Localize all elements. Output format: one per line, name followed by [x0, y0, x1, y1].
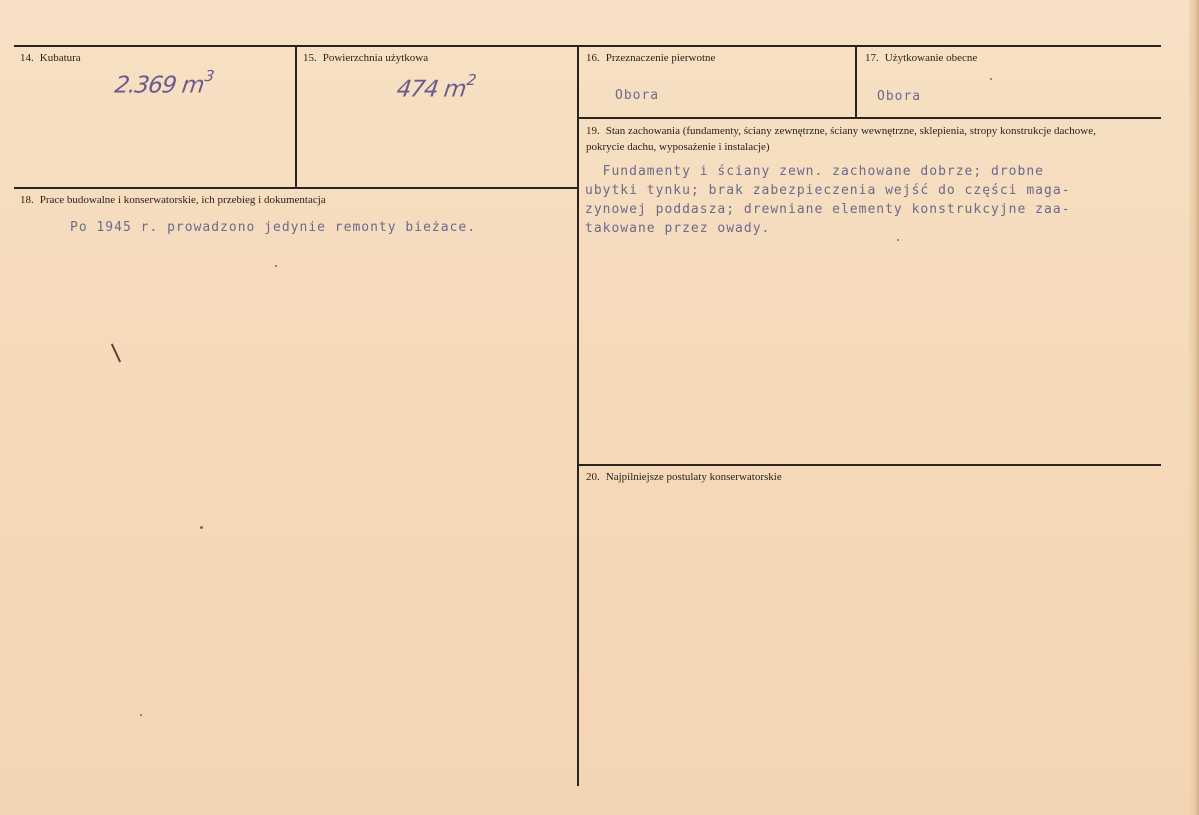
field-20-number: 20.: [586, 471, 600, 483]
field-16-number: 16.: [586, 52, 600, 64]
top-rule: [14, 45, 1161, 47]
field-14-label: [20, 51, 81, 65]
paper-speck: [275, 265, 277, 267]
paper-speck: [990, 78, 992, 80]
field-16-title: Przeznaczenie pierwotne: [605, 52, 716, 64]
field-16-value: Obora: [615, 88, 660, 103]
field-16-label: [586, 51, 715, 65]
field-19-line-3: zynowej poddasza; drewniane elementy konstrukcyjne zaa-: [585, 202, 1071, 217]
field-19-title: Stan zachowania (fundamenty, ściany zewnętrzne, ściany wewnętrzne, sklepienia, stropy konstrukcje dachowe, pokrycie dachu, wyposażenie i instalacje): [586, 125, 1096, 153]
rule-under-16-17: [578, 117, 1161, 119]
field-15-number: 15.: [303, 52, 317, 64]
paper-mark: [111, 344, 121, 363]
field-20-label: [586, 470, 782, 484]
field-19-number: 19.: [586, 125, 600, 137]
field-18-label: [20, 193, 326, 207]
field-14-unit-exponent: 3: [203, 67, 215, 85]
field-14-value-text: 2.369 m: [112, 72, 206, 99]
field-18-value: Po 1945 r. prowadzono jedynie remonty bieżace.: [70, 220, 477, 235]
rule-under-14-15: [14, 187, 578, 189]
field-15-label: [303, 51, 428, 65]
field-15-title: Powierzchnia użytkowa: [322, 52, 429, 64]
divider-main: [577, 46, 579, 786]
divider-14-15: [295, 46, 297, 187]
field-17-label: [865, 51, 977, 65]
field-19-line-1: Fundamenty i ściany zewn. zachowane dobrze; drobne: [585, 164, 1044, 179]
field-15-value-text: 474 m: [394, 76, 468, 103]
field-20-title: Najpilniejsze postulaty konserwatorskie: [605, 471, 782, 483]
field-18-number: 18.: [20, 194, 34, 206]
paper-speck: [140, 714, 142, 716]
divider-16-17: [855, 46, 857, 118]
field-15-value: [394, 71, 477, 103]
field-19-label: [586, 123, 1136, 155]
field-14-number: 14.: [20, 52, 34, 64]
field-15-unit-exponent: 2: [465, 71, 477, 89]
field-17-value: Obora: [877, 89, 922, 104]
field-17-number: 17.: [865, 52, 879, 64]
field-17-title: Użytkowanie obecne: [884, 52, 978, 64]
field-19-line-2: ubytki tynku; brak zabezpieczenia wejść do części maga-: [585, 183, 1071, 198]
paper-speck: [897, 239, 899, 241]
field-14-value: [112, 67, 215, 99]
field-18-title: Prace budowalne i konserwatorskie, ich przebieg i dokumentacja: [39, 194, 326, 206]
field-19-line-4: takowane przez owady.: [585, 221, 771, 236]
rule-under-19: [578, 464, 1161, 466]
field-14-title: Kubatura: [39, 52, 81, 64]
paper-speck: [200, 526, 203, 529]
card-edge: [1189, 0, 1199, 815]
